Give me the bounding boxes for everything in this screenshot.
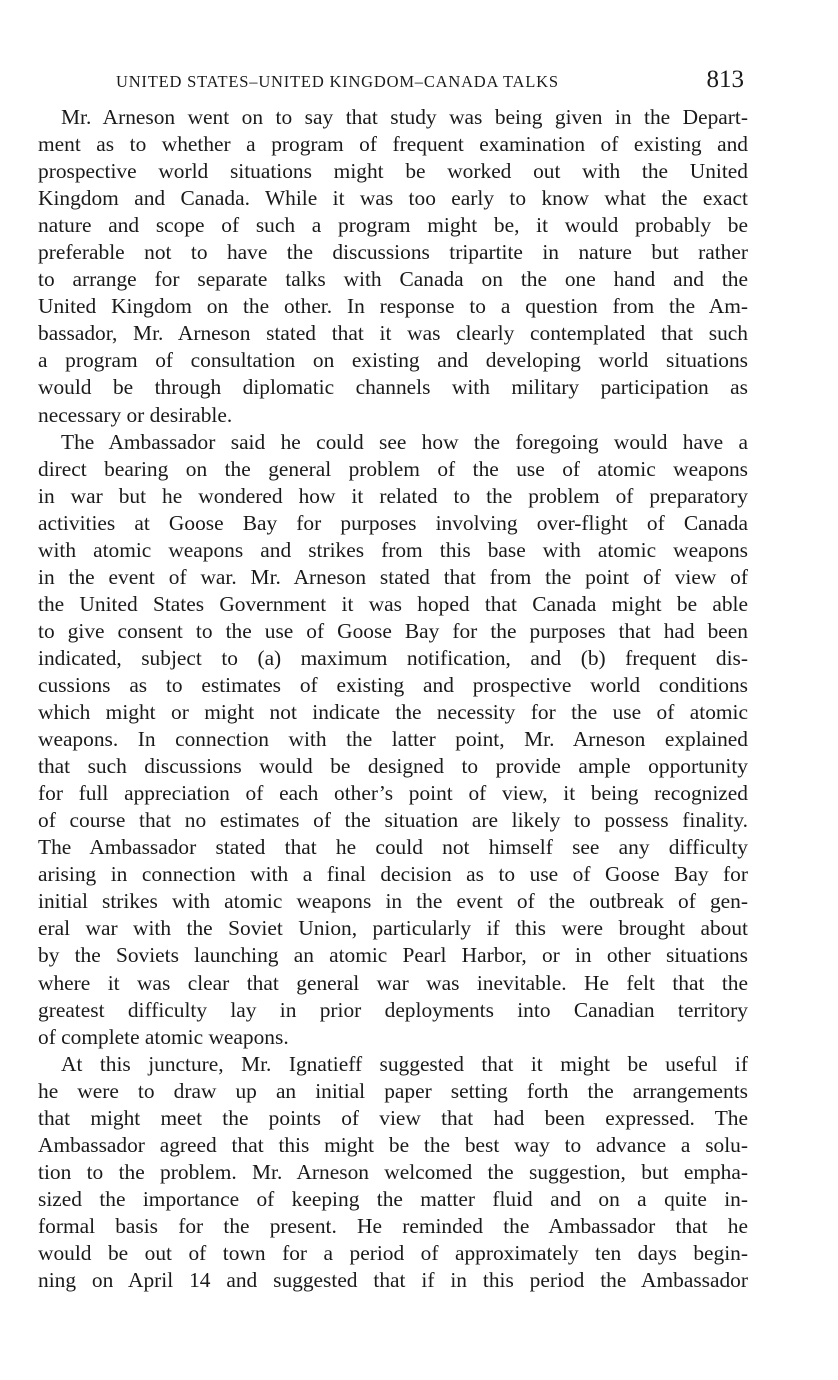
text-line: the United States Government it was hoped that Canada might be able xyxy=(38,591,748,616)
text-line: he were to draw up an initial paper setting forth the arrangements xyxy=(38,1078,748,1103)
text-line: that such discussions would be designed to provide ample opportunity xyxy=(38,754,748,779)
text-line: arising in connection with a final decision as to use of Goose Bay for xyxy=(38,862,748,887)
document-page xyxy=(38,60,748,1294)
text-line: sized the importance of keeping the matter fluid and on a quite in- xyxy=(38,1186,748,1211)
text-line: preferable not to have the discussions tripartite in nature but rather xyxy=(38,240,748,265)
body-text xyxy=(38,104,748,1294)
text-line: in the event of war. Mr. Arneson stated that from the point of view of xyxy=(38,564,748,589)
text-line: Kingdom and Canada. While it was too early to know what the exact xyxy=(38,186,748,211)
text-line: direct bearing on the general problem of the use of atomic weapons xyxy=(38,456,748,481)
text-line: in war but he wondered how it related to the problem of preparatory xyxy=(38,483,748,508)
text-line: prospective world situations might be worked out with the United xyxy=(38,159,748,184)
text-line: nature and scope of such a program might be, it would probably be xyxy=(38,213,748,238)
text-line: tion to the problem. Mr. Arneson welcomed the suggestion, but empha- xyxy=(38,1159,748,1184)
running-title: UNITED STATES–UNITED KINGDOM–CANADA TALKS xyxy=(116,72,559,91)
text-line: by the Soviets launching an atomic Pearl Harbor, or in other situations xyxy=(38,943,748,968)
text-line: to give consent to the use of Goose Bay for the purposes that had been xyxy=(38,618,748,643)
running-head xyxy=(38,60,748,104)
text-line: with atomic weapons and strikes from this base with atomic weapons xyxy=(38,537,748,562)
text-line: initial strikes with atomic weapons in the event of the outbreak of gen- xyxy=(38,889,748,914)
text-line: cussions as to estimates of existing and prospective world conditions xyxy=(38,672,748,697)
text-line: activities at Goose Bay for purposes involving over-flight of Canada xyxy=(38,510,748,535)
text-line: United Kingdom on the other. In response to a question from the Am- xyxy=(38,294,748,319)
text-line: of complete atomic weapons. xyxy=(38,1024,289,1049)
text-line: bassador, Mr. Arneson stated that it was clearly contemplated that such xyxy=(38,321,748,346)
page-number: 813 xyxy=(706,66,744,93)
text-line: The Ambassador said he could see how the foregoing would have a xyxy=(61,429,748,454)
text-line: At this juncture, Mr. Ignatieff suggested that it might be useful if xyxy=(61,1051,748,1076)
text-line: for full appreciation of each other’s point of view, it being recognized xyxy=(38,781,748,806)
text-line: The Ambassador stated that he could not himself see any difficulty xyxy=(38,835,748,860)
text-line: to arrange for separate talks with Canada on the one hand and the xyxy=(38,267,748,292)
text-line: necessary or desirable. xyxy=(38,402,233,427)
text-line: Mr. Arneson went on to say that study was being given in the Depart- xyxy=(61,105,748,129)
text-line: formal basis for the present. He reminded the Ambassador that he xyxy=(38,1213,748,1238)
text-line: would be through diplomatic channels with military participation as xyxy=(38,375,748,400)
text-line: would be out of town for a period of approximately ten days begin- xyxy=(38,1240,748,1265)
text-line: a program of consultation on existing and developing world situations xyxy=(38,348,748,373)
text-line: ning on April 14 and suggested that if in this period the Ambassador xyxy=(38,1268,748,1293)
text-line: ment as to whether a program of frequent examination of existing and xyxy=(38,132,748,157)
text-line: which might or might not indicate the necessity for the use of atomic xyxy=(38,700,748,725)
text-line: where it was clear that general war was inevitable. He felt that the xyxy=(38,970,748,995)
text-line: indicated, subject to (a) maximum notification, and (b) frequent dis- xyxy=(38,645,748,670)
text-line: eral war with the Soviet Union, particularly if this were brought about xyxy=(38,916,748,941)
text-line: greatest difficulty lay in prior deployments into Canadian territory xyxy=(38,997,748,1022)
text-line: Ambassador agreed that this might be the best way to advance a solu- xyxy=(38,1132,748,1157)
text-line: of course that no estimates of the situation are likely to possess finality. xyxy=(38,808,748,833)
text-line: weapons. In connection with the latter point, Mr. Arneson explained xyxy=(38,727,748,752)
text-line: that might meet the points of view that had been expressed. The xyxy=(38,1105,748,1130)
